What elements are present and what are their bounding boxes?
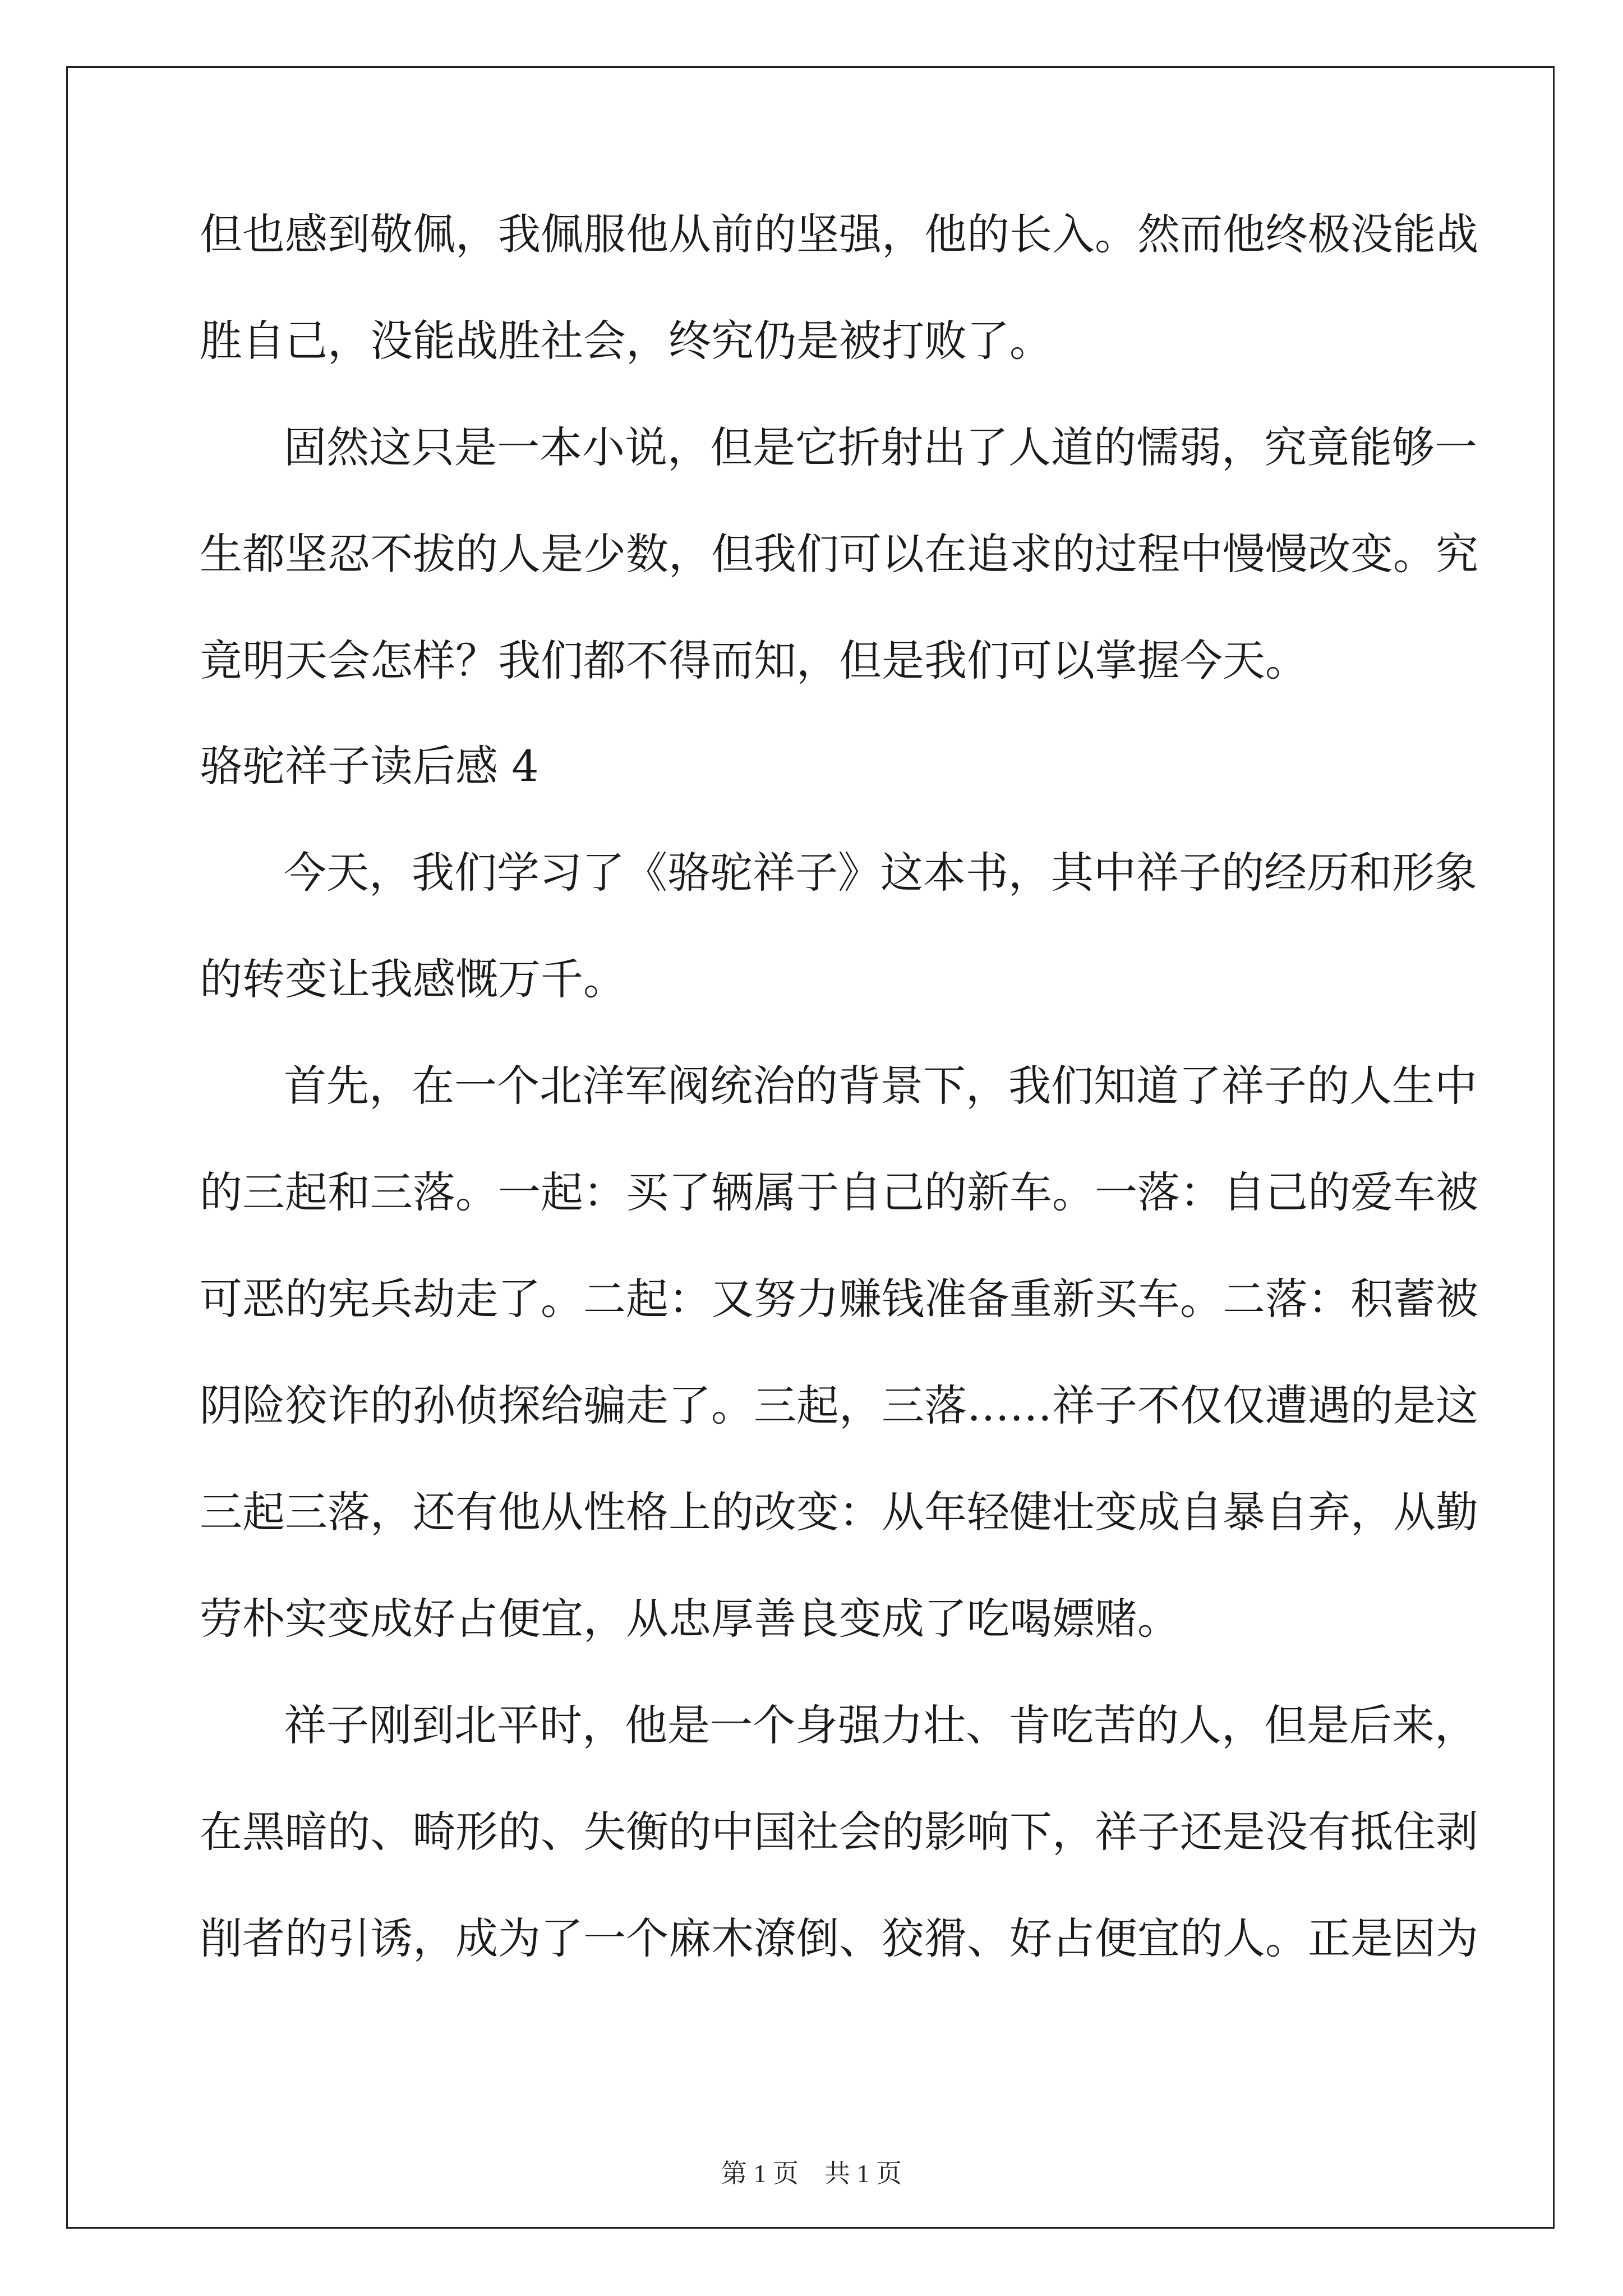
paragraph-start-line-3: 固 然 这 只 是 一 本 小 说 ， 但 是 它 折 射 出 了 人 道 的 懦 弱 ， 究 竟 能 够 一 — [284, 422, 1477, 472]
page-border — [66, 66, 1555, 2229]
text-line-4: 生 都 坚 忍 不 拔 的 人 是 少 数 ， 但 我 们 可 以 在 追 求 的 过 程 中 慢 慢 改 变 。 究 — [200, 529, 1478, 579]
text-line-1: 但 也 感 到 敬 佩 ， 我 佩 服 他 从 前 的 坚 强 ， 他 的 长 入 。 然 而 他 终 极 没 能 战 — [200, 209, 1478, 259]
text-line-11: 可 恶 的 宪 兵 劫 走 了 。 二 起 ： 又 努 力 赚 钱 准 备 重 新 买 车 。 二 落 ： 积 蓄 被 — [200, 1274, 1478, 1324]
paragraph-start-line-9: 首 先 ， 在 一 个 北 洋 军 阀 统 治 的 背 景 下 ， 我 们 知 道 了 祥 子 的 人 生 中 — [284, 1061, 1477, 1111]
text-line-12: 阴 险 狡 诈 的 孙 侦 探 给 骗 走 了 。 三 起 ， 三 落 … … 祥 子 不 仅 仅 遭 遇 的 是 这 — [200, 1381, 1478, 1430]
text-line-10: 的 三 起 和 三 落 。 一 起 ： 买 了 辆 属 于 自 己 的 新 车 。 一 落 ： 自 己 的 爱 车 被 — [200, 1167, 1478, 1217]
text-line-5: 竟明天会怎样？我们都不得而知，但是我们可以掌握今天。 — [200, 636, 1308, 685]
page-footer: 第 1 页 共 1 页 — [721, 2159, 902, 2188]
paragraph-start-line-15: 祥 子 刚 到 北 平 时 ， 他 是 一 个 身 强 力 壮 、 肯 吃 苦 的 人 ， 但 是 后 来 ， — [284, 1700, 1477, 1750]
text-line-17: 削 者 的 引 诱 ， 成 为 了 一 个 麻 木 潦 倒 、 狡 猾 、 好 占 便 宜 的 人 。 正 是 因 为 — [200, 1913, 1478, 1963]
text-line-14: 劳朴实变成好占便宜，从忠厚善良变成了吃喝嫖赌。 — [200, 1594, 1180, 1644]
text-line-8: 的转变让我感慨万千。 — [200, 954, 626, 1004]
section-heading: 骆驼祥子读后感 4 — [200, 741, 539, 791]
text-line-13: 三 起 三 落 ， 还 有 他 从 性 格 上 的 改 变 ： 从 年 轻 健 壮 变 成 自 暴 自 弃 ， 从 勤 — [200, 1487, 1478, 1537]
paragraph-start-line-7: 今 天 ， 我 们 学 习 了 《 骆 驼 祥 子 》 这 本 书 ， 其 中 祥 子 的 经 历 和 形 象 — [284, 848, 1477, 898]
text-line-16: 在 黑 暗 的 、 畸 形 的 、 失 衡 的 中 国 社 会 的 影 响 下 ， 祥 子 还 是 没 有 抵 住 剥 — [200, 1807, 1478, 1857]
text-line-2: 胜自己，没能战胜社会，终究仍是被打败了。 — [200, 316, 1052, 366]
